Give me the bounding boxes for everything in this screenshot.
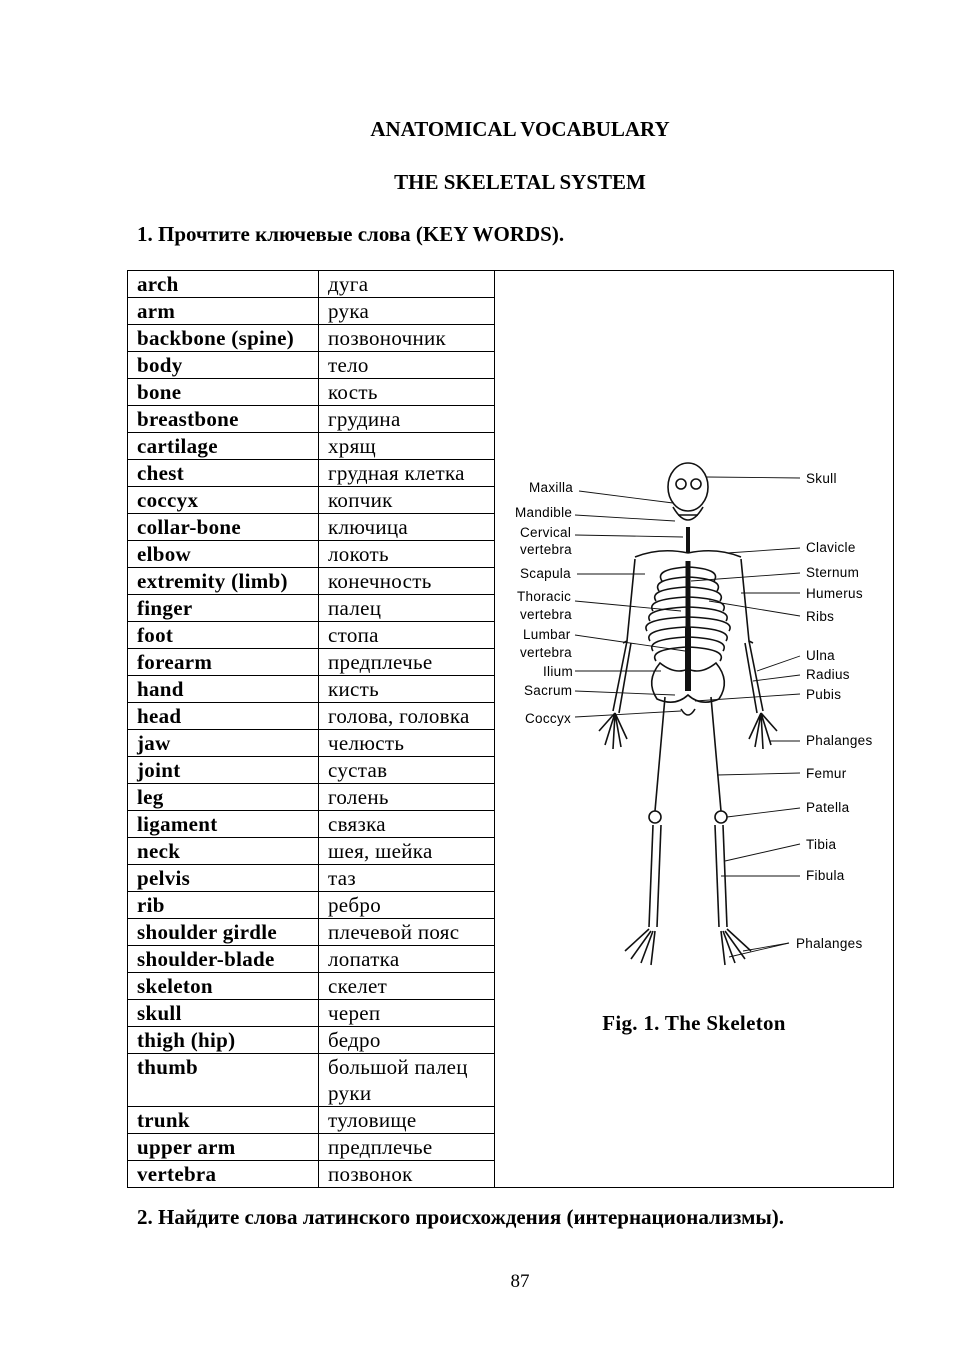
vocab-russian: стопа — [319, 622, 495, 649]
skeleton-drawing — [495, 271, 893, 991]
fibula-left — [657, 825, 661, 927]
figure-label-right: Clavicle — [806, 540, 856, 555]
figure-label-left: Ilium — [543, 664, 574, 679]
figure-label-right: Patella — [806, 800, 850, 815]
vocab-english: chest — [128, 460, 319, 487]
vocab-english: upper arm — [128, 1134, 319, 1161]
figure-label-right: Sternum — [806, 565, 860, 580]
vocab-russian: ребро — [319, 892, 495, 919]
vocab-english: cartilage — [128, 433, 319, 460]
leader-line — [743, 943, 789, 951]
leader-line — [575, 515, 675, 521]
vocab-russian: грудная клетка — [319, 460, 495, 487]
vocab-russian: бедро — [319, 1027, 495, 1054]
vocab-english: backbone (spine) — [128, 325, 319, 352]
instruction-1: 1. Прочтите ключевые слова (KEY WORDS). — [137, 222, 565, 246]
figure-label-right: Radius — [806, 667, 850, 682]
vocab-english: thigh (hip) — [128, 1027, 319, 1054]
vocab-english: hand — [128, 676, 319, 703]
figure-label-left: Maxilla — [529, 480, 574, 495]
figure-label-right: Ribs — [806, 609, 835, 624]
vocab-english: thumb — [128, 1054, 319, 1107]
vocab-english: skeleton — [128, 973, 319, 1000]
leader-line — [707, 477, 800, 478]
hand-right — [749, 713, 777, 749]
figure-label-right: Humerus — [806, 586, 863, 601]
leader-line — [725, 844, 800, 861]
vocab-english: arm — [128, 298, 319, 325]
vocab-russian: предплечье — [319, 1134, 495, 1161]
vocab-russian: таз — [319, 865, 495, 892]
tibia-left — [649, 825, 653, 927]
leader-line — [709, 601, 800, 616]
leader-line — [691, 573, 800, 581]
vocab-english: finger — [128, 595, 319, 622]
vocab-russian: копчик — [319, 487, 495, 514]
figure-label-left: Scapula — [520, 566, 571, 581]
leader-line — [575, 691, 675, 695]
vocab-russian: предплечье — [319, 649, 495, 676]
vocab-english: coccyx — [128, 487, 319, 514]
vocab-english: forearm — [128, 649, 319, 676]
fibula-right — [715, 825, 719, 927]
vocab-english: vertebra — [128, 1161, 319, 1188]
vocab-english: joint — [128, 757, 319, 784]
page-heading: ANATOMICAL VOCABULARY — [370, 117, 670, 141]
vocab-english: body — [128, 352, 319, 379]
femur-right — [711, 697, 721, 811]
page-subheading: THE SKELETAL SYSTEM — [394, 170, 646, 194]
figure-label-right: Skull — [806, 471, 837, 486]
vocab-russian: челюсть — [319, 730, 495, 757]
figure-label-left: Lumbar — [523, 627, 571, 642]
vocab-row — [128, 271, 894, 298]
vocab-russian: шея, шейка — [319, 838, 495, 865]
skull-shape — [668, 463, 708, 511]
vocab-english: arch — [128, 271, 319, 298]
page-number: 87 — [510, 1271, 530, 1292]
figure-cell — [495, 271, 894, 1188]
vocab-russian: конечность — [319, 568, 495, 595]
vocab-russian: скелет — [319, 973, 495, 1000]
vocab-russian: туловище — [319, 1107, 495, 1134]
patella-right — [715, 811, 727, 823]
figure-label-right: Tibia — [806, 837, 837, 852]
vocab-english: neck — [128, 838, 319, 865]
vocab-english: foot — [128, 622, 319, 649]
figure-label-left: vertebra — [520, 645, 572, 660]
mandible-shape — [673, 507, 703, 520]
vocab-english: shoulder girdle — [128, 919, 319, 946]
vocab-russian: сустав — [319, 757, 495, 784]
vocab-english: leg — [128, 784, 319, 811]
vocab-russian: кость — [319, 379, 495, 406]
vocab-russian: рука — [319, 298, 495, 325]
vocab-russian: дуга — [319, 271, 495, 298]
eye-socket-left — [676, 479, 686, 489]
vocab-russian: голова, головка — [319, 703, 495, 730]
figure-label-left: Sacrum — [524, 683, 573, 698]
hand-left — [599, 713, 627, 749]
leader-line — [575, 601, 681, 611]
rib-right — [688, 647, 721, 661]
vocab-russian: локоть — [319, 541, 495, 568]
vocab-russian: палец — [319, 595, 495, 622]
vocab-russian: плечевой пояс — [319, 919, 495, 946]
vocab-english: bone — [128, 379, 319, 406]
vocab-english: collar-bone — [128, 514, 319, 541]
vocab-russian: большой палец руки — [319, 1054, 495, 1107]
humerus-right — [741, 559, 753, 643]
figure-label-left: vertebra — [520, 542, 572, 557]
leader-line — [579, 491, 673, 503]
coccyx-shape — [681, 709, 695, 715]
vocab-russian: позвонок — [319, 1161, 495, 1188]
leader-line — [575, 711, 681, 717]
vocab-english: breastbone — [128, 406, 319, 433]
patella-left — [649, 811, 661, 823]
vocab-russian: позвоночник — [319, 325, 495, 352]
vocab-russian: голень — [319, 784, 495, 811]
humerus-left — [623, 559, 635, 643]
leader-line — [753, 675, 800, 681]
clavicle-left — [635, 551, 688, 557]
vocab-russian: тело — [319, 352, 495, 379]
figure-label-right: Phalanges — [796, 936, 863, 951]
vocab-english: elbow — [128, 541, 319, 568]
instruction-2: 2. Найдите слова латинского происхождения (интернационализмы). — [137, 1205, 785, 1229]
leader-line — [727, 548, 800, 553]
femur-left — [655, 697, 665, 811]
vocab-russian: связка — [319, 811, 495, 838]
leader-line — [727, 808, 800, 817]
vocab-russian: кисть — [319, 676, 495, 703]
vocab-english: head — [128, 703, 319, 730]
figure-label-left: vertebra — [520, 607, 572, 622]
vocab-russian: лопатка — [319, 946, 495, 973]
leader-line — [757, 656, 800, 671]
figure-label-right: Ulna — [806, 648, 835, 663]
vocab-english: shoulder-blade — [128, 946, 319, 973]
foot-right — [721, 929, 751, 965]
vocab-russian: череп — [319, 1000, 495, 1027]
vocab-english: skull — [128, 1000, 319, 1027]
vocab-english: jaw — [128, 730, 319, 757]
figure-label-left: Cervical — [520, 525, 572, 540]
figure-label-right: Femur — [806, 766, 847, 781]
vocab-russian: грудина — [319, 406, 495, 433]
figure-label-left: Thoracic — [517, 589, 572, 604]
vocab-english: ligament — [128, 811, 319, 838]
figure-label-left: Coccyx — [525, 711, 572, 726]
vocabulary-table — [127, 270, 894, 1188]
leader-line — [717, 773, 800, 775]
vocab-russian: ключица — [319, 514, 495, 541]
leader-line — [575, 535, 683, 537]
vocab-english: trunk — [128, 1107, 319, 1134]
vocab-english: extremity (limb) — [128, 568, 319, 595]
figure-label-right: Pubis — [806, 687, 842, 702]
clavicle-right — [688, 551, 741, 557]
figure-caption: Fig. 1. The Skeleton — [602, 1011, 786, 1035]
foot-left — [625, 929, 655, 965]
figure-label-right: Fibula — [806, 868, 845, 883]
figure-label-right: Phalanges — [806, 733, 873, 748]
vocab-english: pelvis — [128, 865, 319, 892]
eye-socket-right — [691, 479, 701, 489]
vocab-russian: хрящ — [319, 433, 495, 460]
figure-label-left: Mandible — [515, 505, 573, 520]
skeleton-figure — [495, 271, 893, 1175]
vocab-english: rib — [128, 892, 319, 919]
